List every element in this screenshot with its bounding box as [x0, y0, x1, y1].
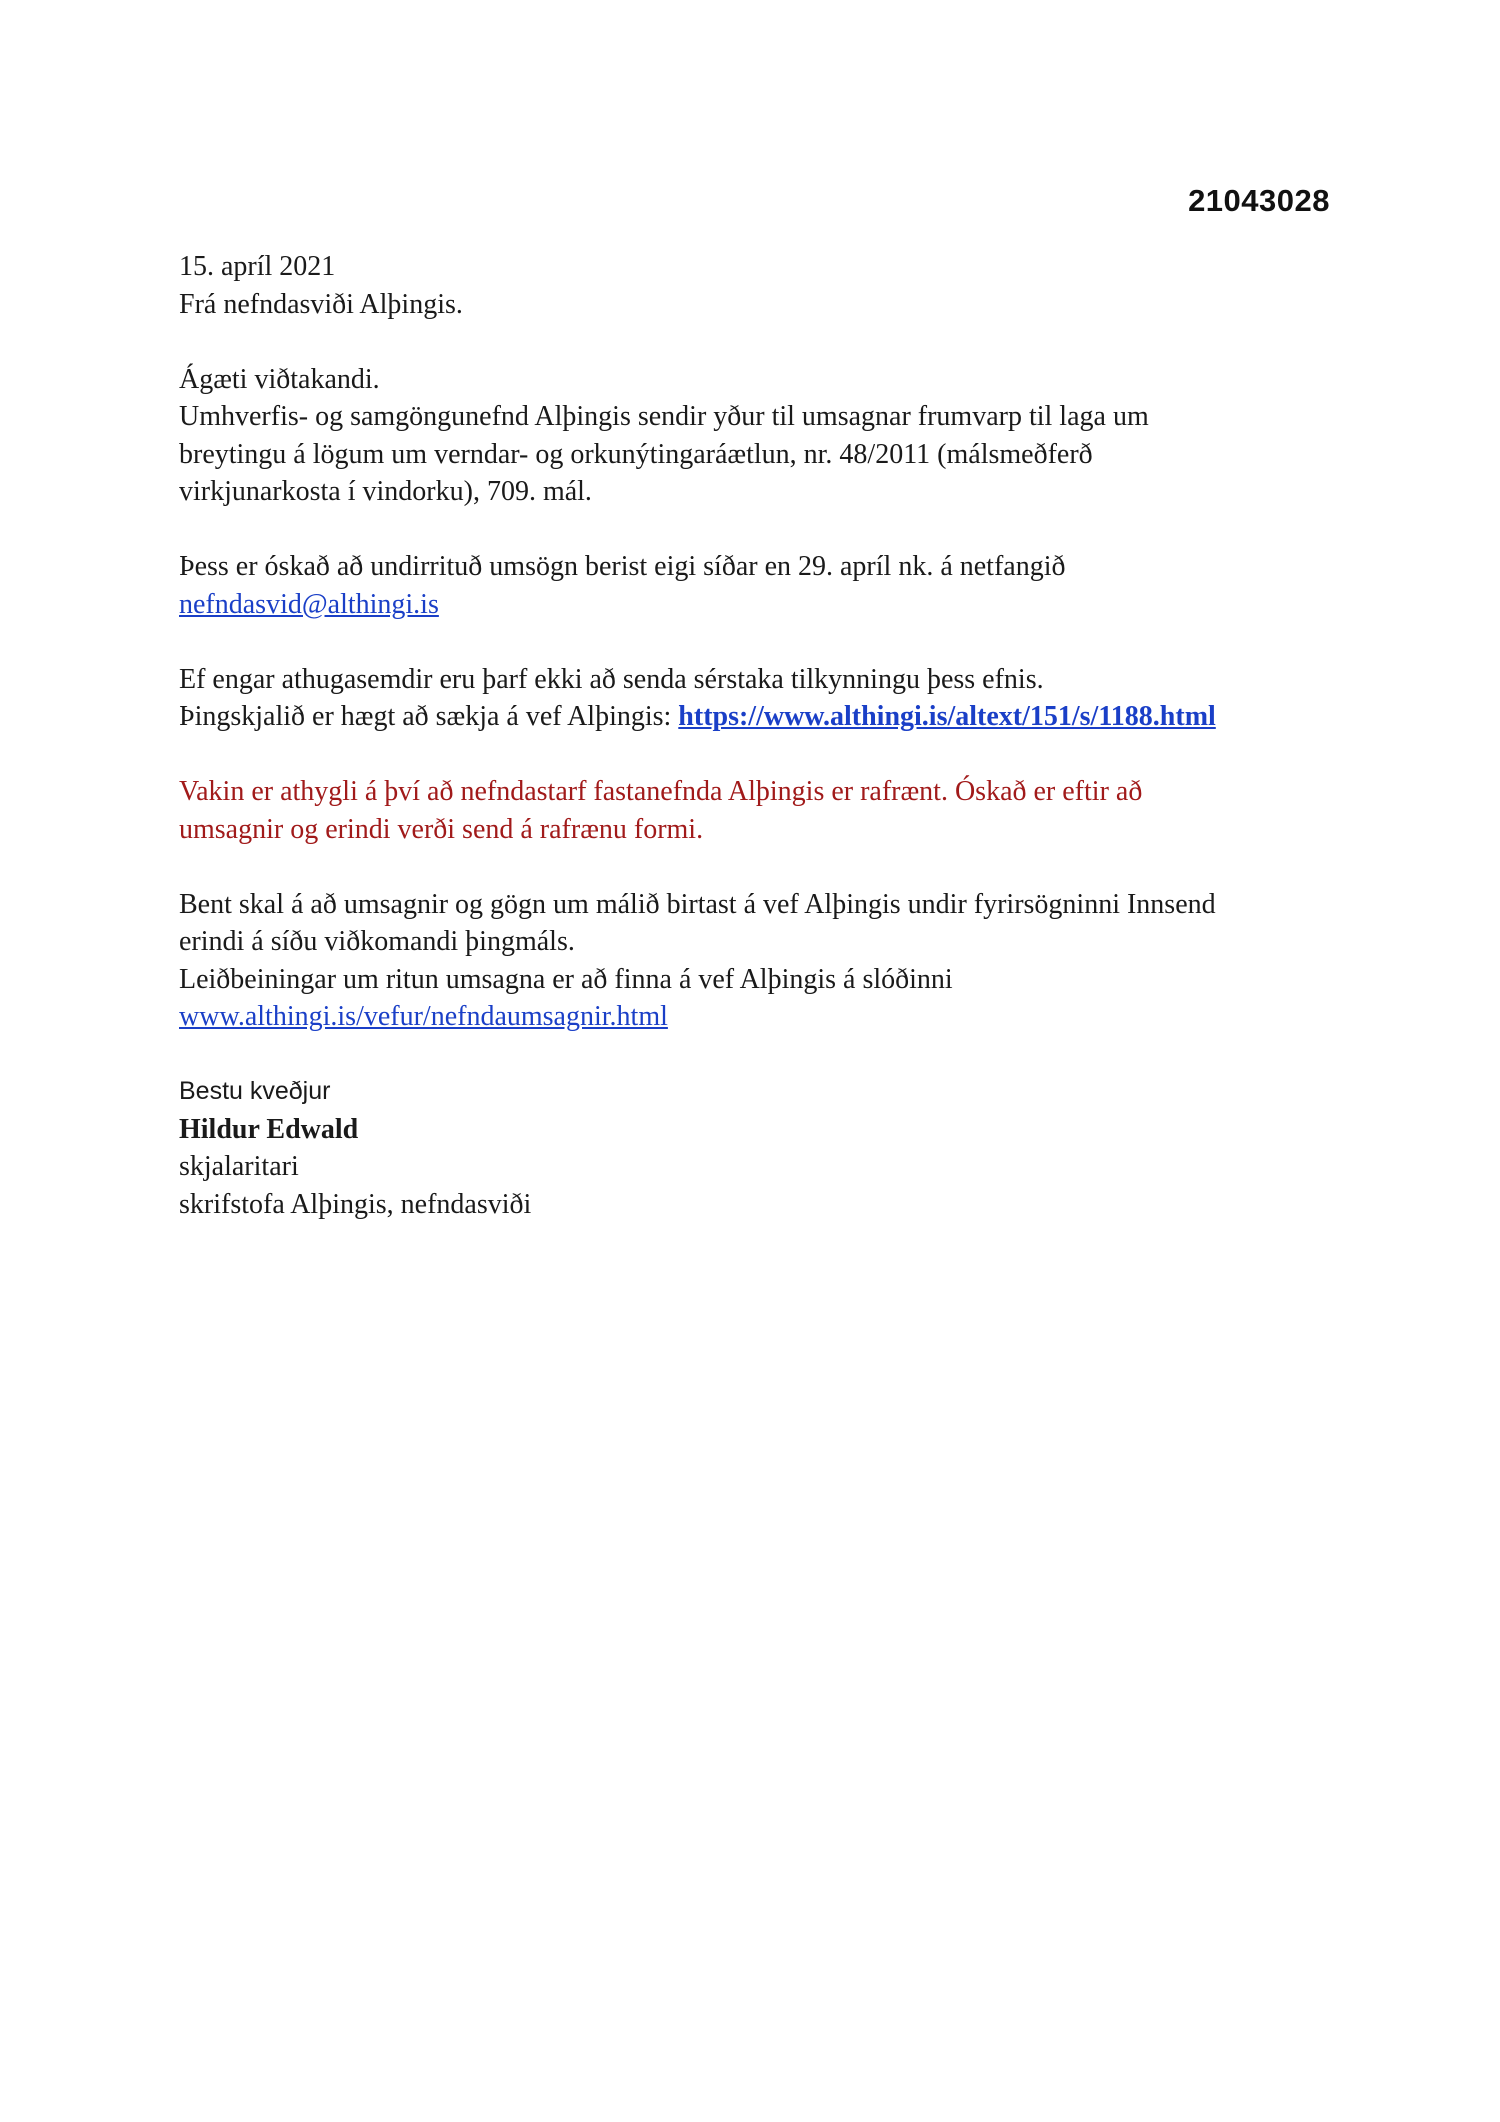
spacer [179, 1036, 1339, 1074]
intro-line-2: breytingu á lögum um verndar- og orkunýtingaráætlun, nr. 48/2011 (málsmeðferð [179, 438, 1093, 470]
spacer [179, 511, 1339, 549]
guidelines-link[interactable]: www.althingi.is/vefur/nefndaumsagnir.html [179, 1001, 668, 1032]
signer-office: skrifstofa Alþingis, nefndasviði [179, 1188, 532, 1220]
email-line [179, 586, 1339, 624]
document-link[interactable]: https://www.althingi.is/altext/151/s/1188.html [678, 701, 1216, 732]
notice-line-1: Vakin er athygli á því að nefndastarf fastanefnda Alþingis er rafrænt. Óskað er eftir að [179, 776, 1143, 807]
notice-line-2: umsagnir og erindi verði send á rafrænu formi. [179, 813, 704, 845]
spacer [179, 623, 1339, 661]
guidelines-link-line [179, 998, 1339, 1036]
spacer [179, 323, 1339, 361]
letter-sender: Frá nefndasviði Alþingis. [179, 288, 463, 320]
publication-line-1: Bent skal á að umsagnir og gögn um málið birtast á vef Alþingis undir fyrirsögninni Innsend [179, 888, 1216, 920]
signer-name: Hildur Edwald [179, 1113, 359, 1145]
intro-line-3: virkjunarkosta í vindorku), 709. mál. [179, 476, 592, 507]
deadline-line: Þess er óskað að undirrituð umsögn berist eigi síðar en 29. apríl nk. á netfangið [179, 551, 1066, 582]
document-link-line [179, 698, 1339, 736]
letter-date: 15. apríl 2021 [179, 251, 336, 282]
email-link[interactable]: nefndasvid@althingi.is [179, 588, 439, 620]
no-comments-line: Ef engar athugasemdir eru þarf ekki að senda sérstaka tilkynningu þess efnis. [179, 663, 1044, 695]
publication-line-2: erindi á síðu viðkomandi þingmáls. [179, 926, 575, 957]
spacer [179, 736, 1339, 774]
document-link-prefix: Þingskjalið er hægt að sækja á vef Alþingis: [179, 701, 679, 732]
guidelines-line: Leiðbeiningar um ritun umsagna er að finna á vef Alþingis á slóðinni [179, 963, 953, 995]
signer-title: skjalaritari [179, 1151, 299, 1182]
letter-greeting: Ágæti viðtakandi. [179, 363, 380, 395]
intro-line-1: Umhverfis- og samgöngunefnd Alþingis sendir yður til umsagnar frumvarp til laga um [179, 401, 1149, 432]
closing: Bestu kveðjur [179, 1077, 331, 1105]
spacer [179, 848, 1339, 886]
document-number: 21043028 [1188, 183, 1330, 218]
letter-body [179, 248, 1339, 1223]
